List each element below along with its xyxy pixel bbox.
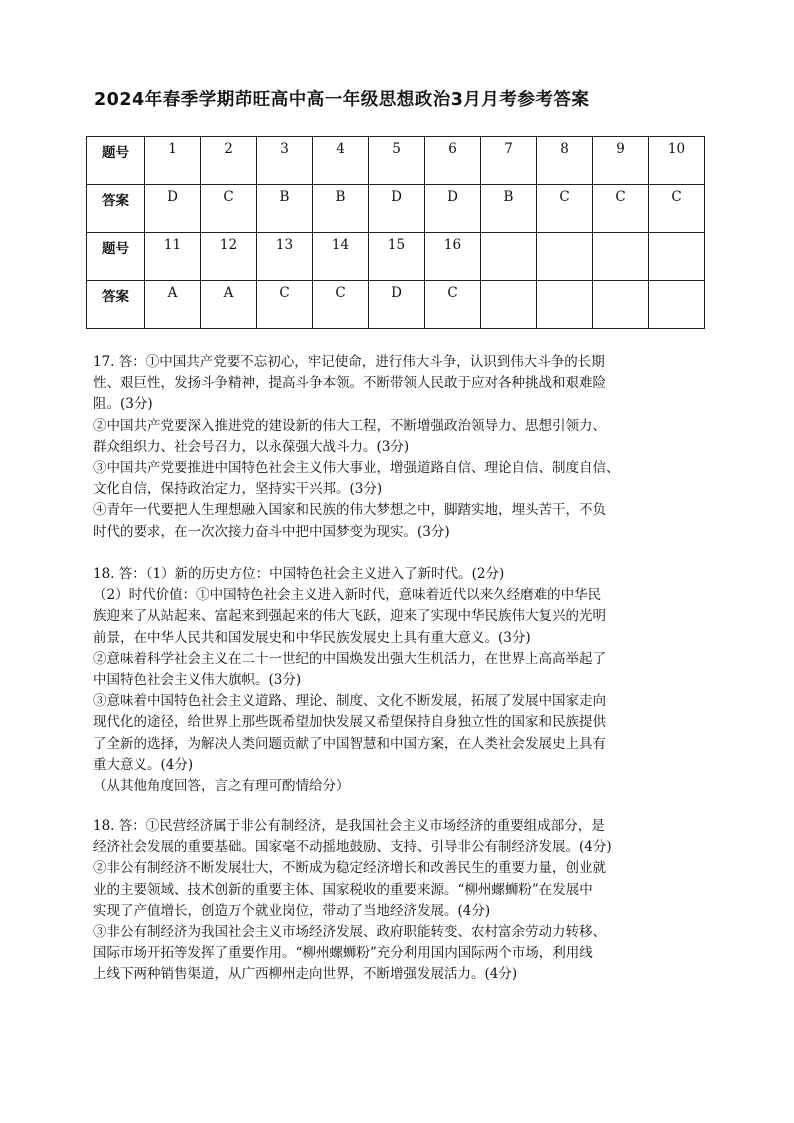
table-cell — [481, 281, 537, 329]
table-cell: 16 — [425, 233, 481, 281]
text-line: 族迎来了从站起来、富起来到强起来的伟大飞跃，迎来了实现中华民族伟大复兴的光明 — [93, 608, 606, 625]
answer-17 — [93, 352, 718, 543]
table-cell: D — [369, 185, 425, 233]
text-line: ③非公有制经济为我国社会主义市场经济发展、政府职能转变、农村富余劳动力转移、 — [93, 924, 606, 941]
row-label: 答案 — [87, 185, 145, 233]
text-line: 时代的要求，在一次次接力奋斗中把中国梦变为现实。(3分) — [93, 523, 450, 540]
text-line: ③意味着中国特色社会主义道路、理论、制度、文化不断发展，拓展了发展中国家走向 — [93, 693, 606, 710]
row-label: 答案 — [87, 281, 145, 329]
row-label: 题号 — [87, 137, 145, 185]
text-line: （从其他角度回答，言之有理可酌情给分） — [93, 778, 350, 795]
text-line: ②非公有制经济不断发展壮大，不断成为稳定经济增长和改善民生的重要力量，创业就 — [93, 860, 606, 877]
table-cell: 8 — [537, 137, 593, 185]
table-cell: 10 — [649, 137, 705, 185]
table-row — [87, 281, 705, 329]
table-cell: 13 — [257, 233, 313, 281]
text-line: 中国特色社会主义伟大旗帜。(3分) — [93, 672, 302, 689]
table-cell: 7 — [481, 137, 537, 185]
table-cell: C — [257, 281, 313, 329]
text-line: 文化自信，保持政治定力，坚持实干兴邦。(3分) — [93, 481, 383, 498]
table-cell — [537, 281, 593, 329]
text-line: ②中国共产党要深入推进党的建设新的伟大工程，不断增强政治领导力、思想引领力、 — [93, 417, 606, 434]
table-cell: 4 — [313, 137, 369, 185]
table-cell — [649, 233, 705, 281]
table-cell: A — [145, 281, 201, 329]
table-cell — [593, 281, 649, 329]
text-line: 上线下两种销售渠道，从广西柳州走向世界，不断增强发展活力。(4分) — [93, 966, 518, 983]
table-cell: B — [481, 185, 537, 233]
answer-18-second — [93, 816, 718, 986]
text-line: 群众组织力、社会号召力，以永葆强大战斗力。(3分) — [93, 438, 410, 455]
table-cell: 12 — [201, 233, 257, 281]
table-cell: 9 — [593, 137, 649, 185]
table-cell: 2 — [201, 137, 257, 185]
text-line: 性、艰巨性，发扬斗争精神，提高斗争本领。不断带领人民敢于应对各种挑战和艰难险 — [93, 375, 606, 392]
table-cell: D — [369, 281, 425, 329]
text-line: 18. 答：①民营经济属于非公有制经济，是我国社会主义市场经济的重要组成部分，是 — [93, 818, 605, 834]
table-cell: 3 — [257, 137, 313, 185]
table-cell: D — [145, 185, 201, 233]
text-line: 现代化的途径，给世界上那些既希望加快发展又希望保持自身独立性的国家和民族提供 — [93, 714, 606, 731]
table-row — [87, 185, 705, 233]
table-cell — [593, 233, 649, 281]
table-cell: 14 — [313, 233, 369, 281]
text-line: 了全新的选择，为解决人类问题贡献了中国智慧和中国方案，在人类社会发展史上具有 — [93, 735, 606, 752]
text-line: 重大意义。(4分) — [93, 756, 194, 773]
table-cell — [649, 281, 705, 329]
table-cell: 6 — [425, 137, 481, 185]
table-cell — [481, 233, 537, 281]
answer-table — [86, 136, 705, 329]
table-row — [87, 233, 705, 281]
table-cell: B — [313, 185, 369, 233]
table-cell: C — [313, 281, 369, 329]
text-line: 17. 答：①中国共产党要不忘初心，牢记使命，进行伟大斗争，认识到伟大斗争的长期 — [93, 354, 605, 370]
table-cell: B — [257, 185, 313, 233]
table-cell: C — [201, 185, 257, 233]
text-line: 18. 答：（1）新的历史方位：中国特色社会主义进入了新时代。(2分) — [93, 566, 505, 582]
text-line: 经济社会发展的重要基础。国家毫不动摇地鼓励、支持、引导非公有制经济发展。(4分) — [93, 839, 612, 856]
text-line: 业的主要领域、技术创新的重要主体、国家税收的重要来源。“柳州螺蛳粉”在发展中 — [93, 881, 593, 898]
table-cell: 15 — [369, 233, 425, 281]
row-label: 题号 — [87, 233, 145, 281]
text-line: ②意味着科学社会主义在二十一世纪的中国焕发出强大生机活力，在世界上高高举起了 — [93, 650, 606, 667]
table-cell: A — [201, 281, 257, 329]
answer-18-first — [93, 564, 718, 797]
table-cell: C — [649, 185, 705, 233]
table-row — [87, 137, 705, 185]
table-cell: 5 — [369, 137, 425, 185]
table-cell: 11 — [145, 233, 201, 281]
table-cell: D — [425, 185, 481, 233]
table-cell: 1 — [145, 137, 201, 185]
text-line: ④青年一代要把人生理想融入国家和民族的伟大梦想之中，脚踏实地，埋头苦干，不负 — [93, 502, 606, 519]
table-cell: C — [425, 281, 481, 329]
text-line: 前景，在中华人民共和国发展史和中华民族发展史上具有重大意义。(3分) — [93, 629, 531, 646]
table-cell — [537, 233, 593, 281]
text-line: 国际市场开拓等发挥了重要作用。“柳州螺蛳粉”充分利用国内国际两个市场，利用线 — [93, 945, 593, 962]
text-line: （2）时代价值：①中国特色社会主义进入新时代，意味着近代以来久经磨难的中华民 — [93, 587, 602, 604]
table-cell: C — [537, 185, 593, 233]
text-line: 实现了产值增长，创造万个就业岗位，带动了当地经济发展。(4分) — [93, 902, 491, 919]
page-title: 2024年春季学期茚旺高中高一年级思想政治3月月考参考答案 — [94, 90, 590, 110]
text-line: 阻。(3分) — [93, 396, 153, 413]
table-cell: C — [593, 185, 649, 233]
text-line: ③中国共产党要推进中国特色社会主义伟大事业，增强道路自信、理论自信、制度自信、 — [93, 460, 620, 477]
